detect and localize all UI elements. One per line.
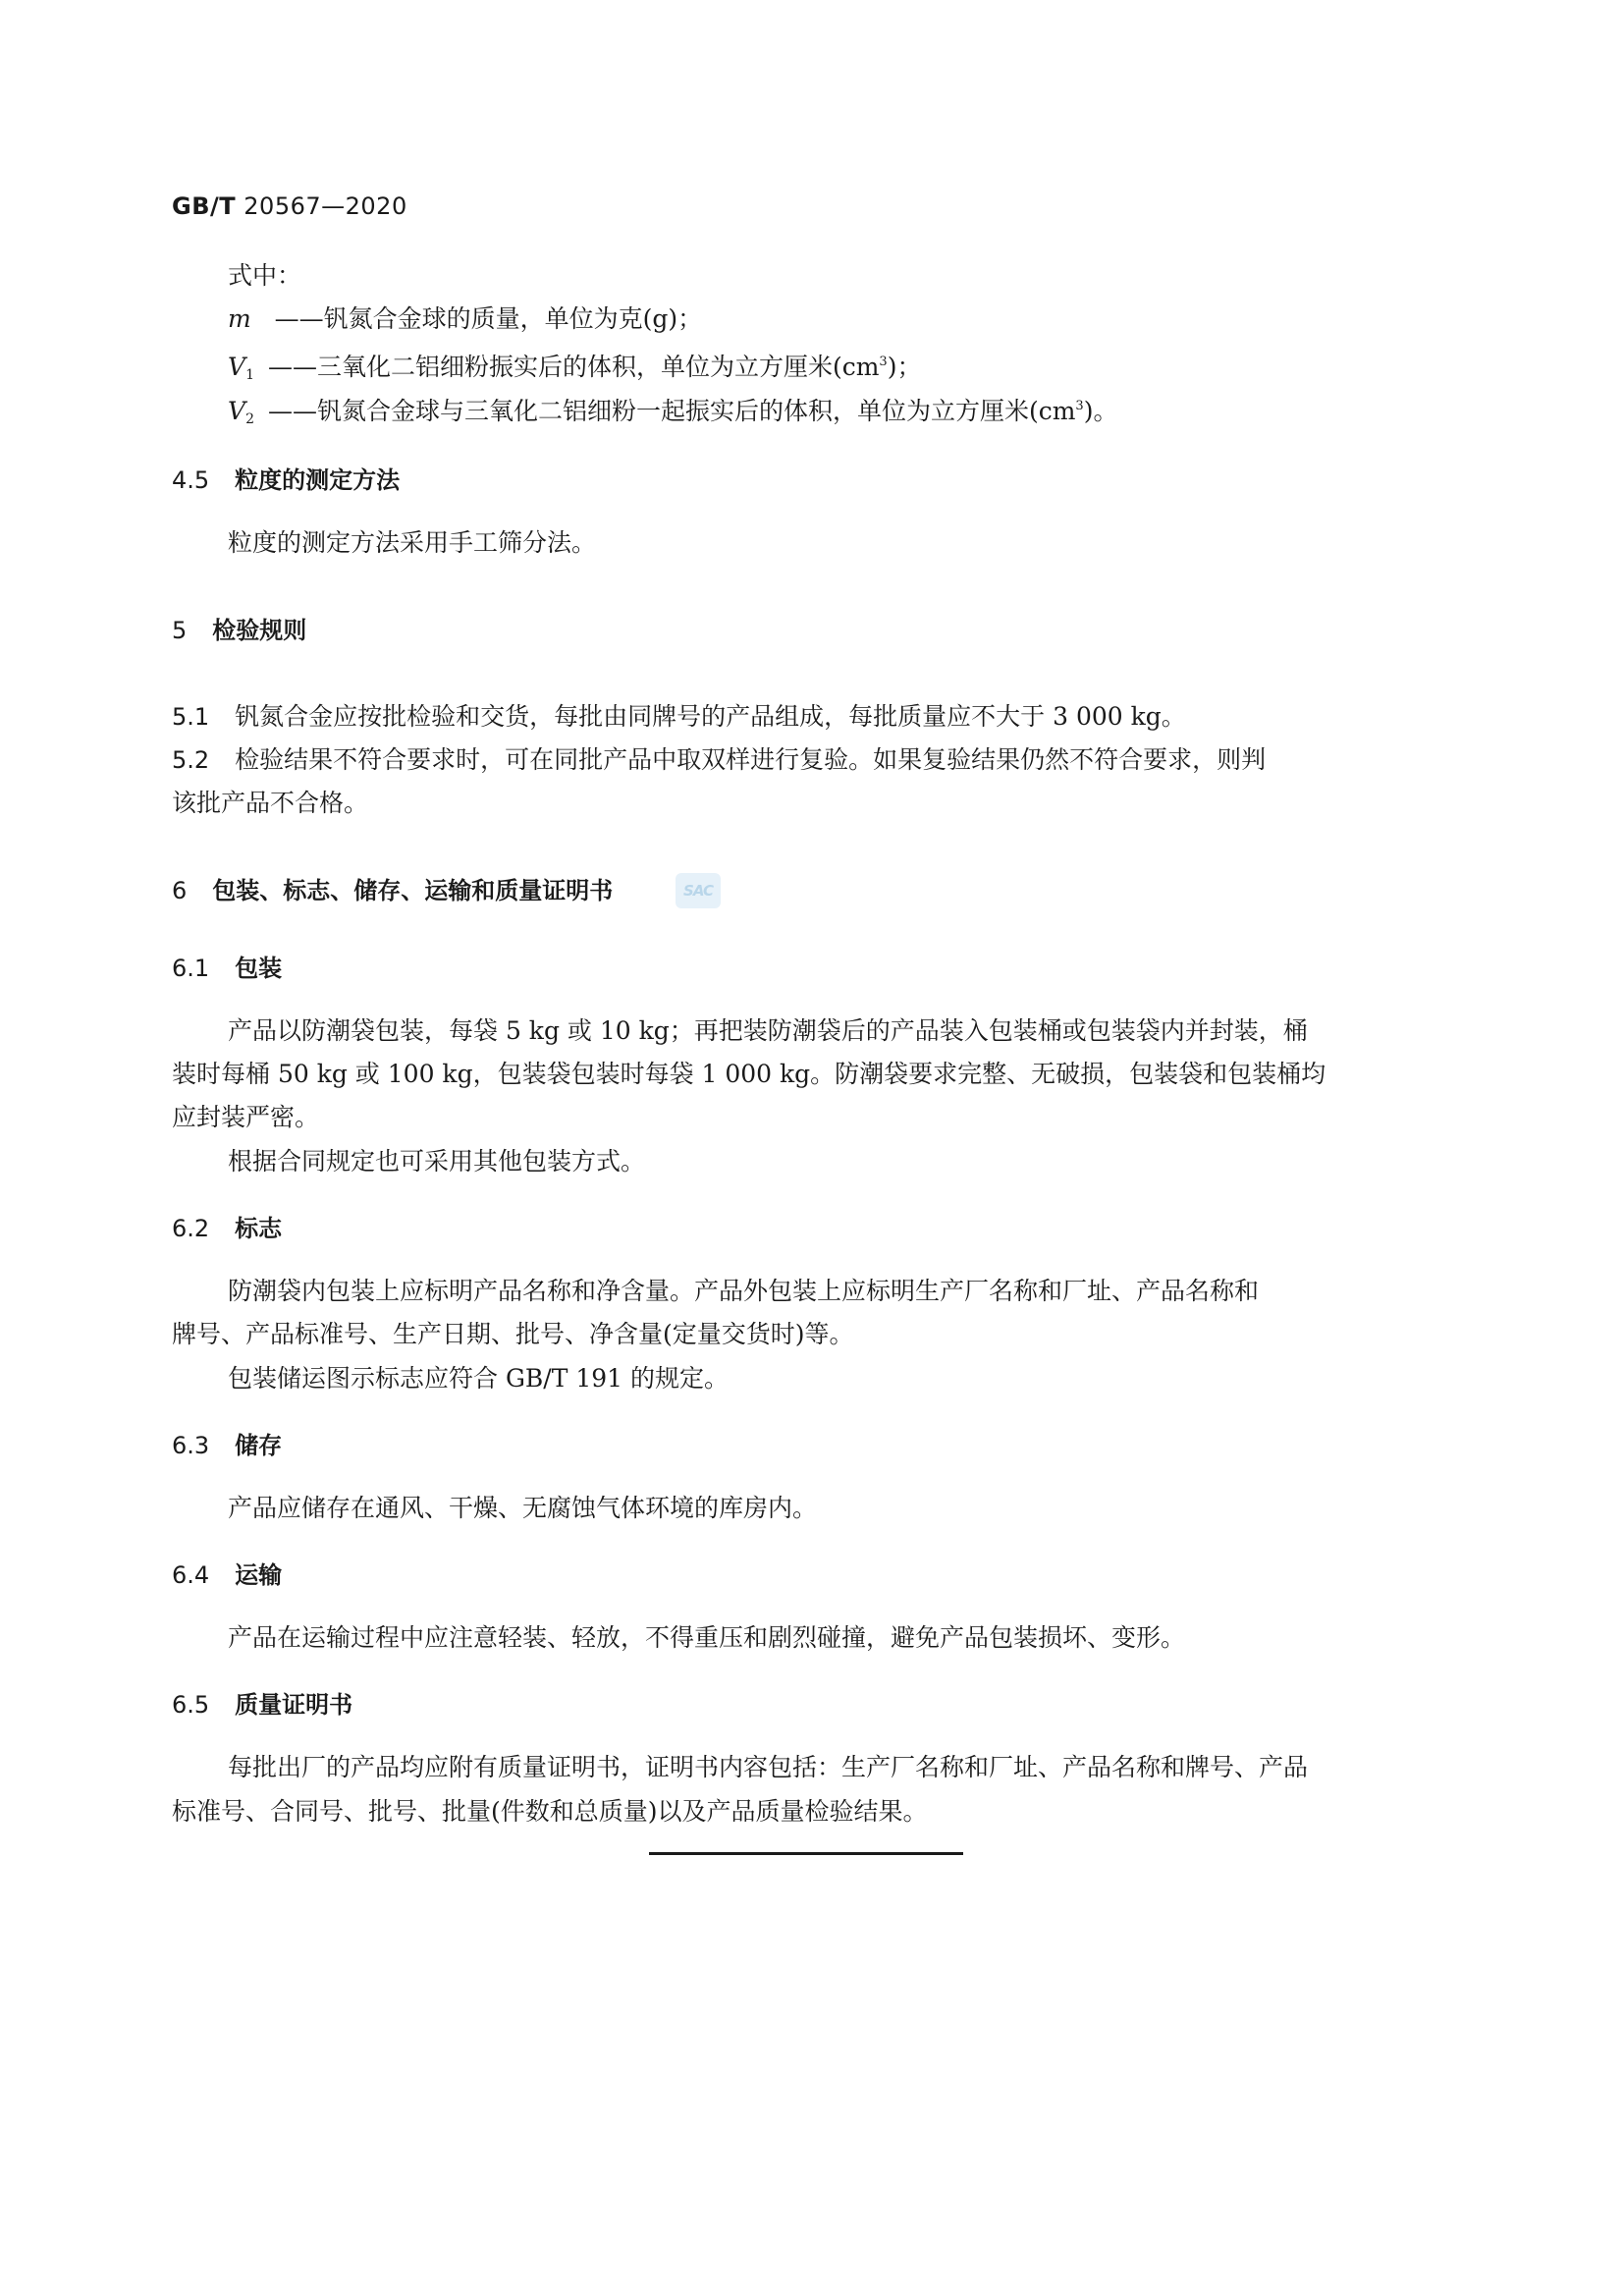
section-5-number: 5 — [172, 617, 188, 644]
symbol-m: m — [228, 304, 251, 333]
section-4-5-number: 4.5 — [172, 466, 210, 494]
sac-watermark-logo: SAC — [676, 873, 721, 908]
section-6-1-para2: 根据合同规定也可采用其他包装方式。 — [228, 1147, 646, 1175]
section-6-1-para1-line1: 产品以防潮袋包装，每袋 5 kg 或 10 kg；再把装防潮袋后的产品装入包装桶或包装袋内并封装，桶 — [228, 1016, 1308, 1045]
section-6-5-para-line1: 每批出厂的产品均应附有质量证明书，证明书内容包括：生产厂名称和厂址、产品名称和牌号、产品 — [228, 1753, 1309, 1781]
symbol-v1: V — [228, 353, 246, 381]
section-6-4-title: 运输 — [235, 1561, 283, 1589]
section-6-2-para2: 包装储运图示标志应符合 GB/T 191 的规定。 — [228, 1364, 729, 1393]
symbol-v2: V — [228, 397, 246, 425]
section-5-heading — [172, 615, 306, 646]
end-of-document-rule — [649, 1852, 963, 1855]
section-6-5-number: 6.5 — [172, 1691, 210, 1719]
clause-5-1 — [172, 701, 1186, 733]
section-6-1-para1-line3: 应封装严密。 — [172, 1103, 320, 1131]
section-4-5-title: 粒度的测定方法 — [235, 466, 401, 494]
section-6-2-heading — [172, 1213, 282, 1244]
section-6-2-title: 标志 — [235, 1215, 283, 1242]
formula-legend-item-v1 — [228, 347, 921, 391]
section-6-2-number: 6.2 — [172, 1215, 210, 1242]
section-6-number: 6 — [172, 877, 188, 904]
legend-text-v1: ——三氧化二铝细粉振实后的体积，单位为立方厘米(cm — [267, 353, 880, 381]
section-4-5-heading — [172, 465, 400, 496]
section-6-heading — [172, 875, 613, 906]
clause-5-1-number: 5.1 — [172, 703, 210, 731]
symbol-v1-subscript: 1 — [245, 367, 254, 383]
section-6-5-heading — [172, 1689, 352, 1721]
clause-5-2-text-line1: 检验结果不符合要求时，可在同批产品中取双样进行复验。如果复验结果仍然不符合要求，则判 — [235, 745, 1267, 774]
section-6-3-body: 产品应储存在通风、干燥、无腐蚀气体环境的库房内。 — [228, 1494, 818, 1522]
formula-legend-intro: 式中： — [228, 261, 302, 290]
formula-legend-item-m — [228, 303, 702, 335]
standard-prefix: GB/T — [172, 192, 237, 220]
standard-code: 20567—2020 — [243, 192, 407, 220]
section-6-3-heading — [172, 1430, 282, 1461]
clause-5-2-number: 5.2 — [172, 746, 210, 774]
section-6-1-heading — [172, 953, 282, 984]
formula-legend-item-v2 — [228, 391, 1117, 435]
section-6-title: 包装、标志、储存、运输和质量证明书 — [212, 877, 614, 904]
section-6-4-number: 6.4 — [172, 1561, 210, 1589]
legend-text-v1-end: )； — [887, 353, 922, 381]
section-6-5-title: 质量证明书 — [235, 1691, 353, 1719]
legend-v2-sup: 3 — [1075, 399, 1084, 413]
section-6-5-para-line2: 标准号、合同号、批号、批量(件数和总质量)以及产品质量检验结果。 — [172, 1797, 928, 1826]
symbol-v2-subscript: 2 — [245, 411, 254, 427]
section-6-3-number: 6.3 — [172, 1432, 210, 1459]
section-6-1-title: 包装 — [235, 955, 283, 982]
section-6-2-para1-line2: 牌号、产品标准号、生产日期、批号、净含量(定量交货时)等。 — [172, 1320, 854, 1348]
section-6-1-number: 6.1 — [172, 955, 210, 982]
section-6-3-title: 储存 — [235, 1432, 283, 1459]
section-5-title: 检验规则 — [212, 617, 307, 644]
clause-5-2 — [172, 744, 1266, 776]
section-6-2-para1-line1: 防潮袋内包装上应标明产品名称和净含量。产品外包装上应标明生产厂名称和厂址、产品名称和 — [228, 1277, 1260, 1305]
section-4-5-body: 粒度的测定方法采用手工筛分法。 — [228, 528, 597, 557]
legend-text-m: ——钒氮合金球的质量，单位为克(g)； — [274, 304, 703, 333]
legend-v1-sup: 3 — [879, 355, 888, 369]
legend-text-v2: ——钒氮合金球与三氧化二铝细粉一起振实后的体积，单位为立方厘米(cm — [267, 397, 1076, 425]
section-6-4-body: 产品在运输过程中应注意轻装、轻放，不得重压和剧烈碰撞，避免产品包装损坏、变形。 — [228, 1623, 1186, 1652]
section-6-1-para1-line2: 装时每桶 50 kg 或 100 kg，包装袋包装时每袋 1 000 kg。防潮袋要求完整、无破损，包装袋和包装桶均 — [172, 1060, 1326, 1088]
legend-text-v2-end: )。 — [1083, 397, 1118, 425]
clause-5-1-text: 钒氮合金应按批检验和交货，每批由同牌号的产品组成，每批质量应不大于 3 000 kg。 — [235, 702, 1186, 731]
clause-5-2-text-line2: 该批产品不合格。 — [172, 789, 369, 817]
section-6-4-heading — [172, 1559, 282, 1591]
standard-number — [172, 192, 407, 220]
